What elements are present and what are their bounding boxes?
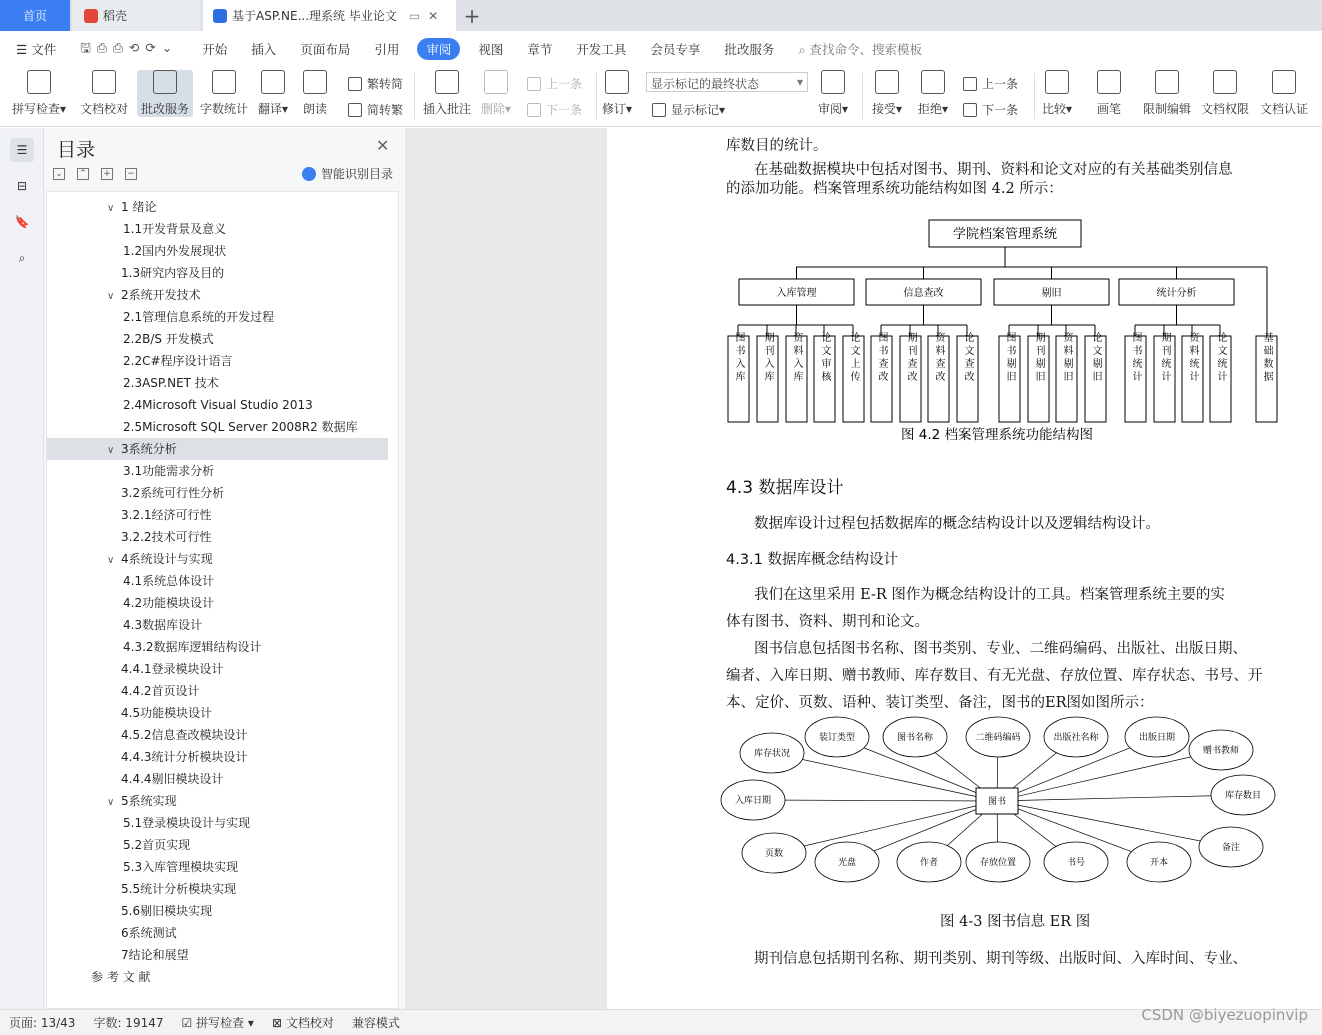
paragraph: 的添加功能。档案管理系统功能结构如图 4.2 所示： [726, 181, 1063, 197]
next-change-button[interactable]: 下一条 [963, 101, 1018, 118]
diagram-leaf-label: 资料统计 [1187, 332, 1198, 384]
toc-item[interactable] [121, 262, 224, 284]
daoke-icon [84, 9, 98, 23]
toc-list [46, 191, 399, 1009]
toc-item-label: 1 绪论 [121, 200, 157, 214]
doc-auth-button[interactable]: 文档认证 [1260, 70, 1308, 117]
toc-item-label: 6系统测试 [121, 926, 177, 940]
er-attribute-label: 二维码编码 [975, 733, 1021, 743]
translate-icon [261, 70, 285, 94]
pen-icon [1097, 70, 1121, 94]
toc-item[interactable] [107, 548, 213, 570]
er-attribute-label: 光盘 [837, 858, 857, 868]
diagram-leaf-label: 论文上传 [848, 332, 859, 384]
diagram-leaf-label: 期刊统计 [1159, 332, 1170, 384]
toc-item-label: 2.3ASP.NET 技术 [123, 376, 219, 390]
smart-toc-button[interactable]: 智能识别目录 [302, 165, 393, 182]
toc-item-label: 4.2功能模块设计 [123, 596, 215, 610]
er-attribute-label: 开本 [1149, 858, 1169, 868]
er-attribute-label: 库存数目 [1224, 791, 1262, 801]
word-count-button[interactable]: 字数统计 [200, 70, 248, 117]
toc-item[interactable] [123, 592, 214, 614]
diagram-leaf-label: 图书入库 [733, 332, 744, 384]
divider [414, 73, 415, 119]
er-attribute-label: 书号 [1066, 858, 1086, 868]
toc-item-label: 2系统开发技术 [121, 288, 201, 302]
spell-check-button[interactable]: 拼写检查▾ [12, 70, 66, 117]
toc-item[interactable] [121, 768, 224, 790]
read-aloud-icon [303, 70, 327, 94]
toc-item[interactable] [123, 570, 214, 592]
comment-icon [435, 70, 459, 94]
bookmark-icon[interactable]: 🔖 [14, 215, 30, 229]
tab-pin-icon[interactable]: ▭ [408, 8, 421, 23]
menu-start[interactable]: 开始 [202, 42, 228, 57]
accept-icon [875, 70, 899, 94]
toc-item-label: 5.5统计分析模块实现 [121, 882, 237, 896]
doc-permission-button[interactable]: 文档权限 [1201, 70, 1249, 117]
toc-item-label: 5.3入库管理模块实现 [123, 860, 239, 874]
menu-member[interactable]: 会员专享 [650, 42, 701, 57]
chevron-down-icon[interactable]: ∨ [107, 445, 115, 456]
menu-layout[interactable]: 页面布局 [300, 42, 351, 57]
add-heading-icon[interactable]: + [101, 168, 113, 180]
toc-item-label: 4.1系统总体设计 [123, 574, 215, 588]
menu-view[interactable]: 视图 [478, 42, 504, 57]
pen-button[interactable]: 画笔 [1097, 70, 1121, 117]
paragraph: 图书信息包括图书名称、图书类别、专业、二维码编码、出版社、出版日期、 [754, 641, 1247, 657]
document-page [607, 128, 1322, 1009]
diagram-leaf-label: 图书剔旧 [1004, 332, 1015, 384]
toc-item-label: 2.2B/S 开发模式 [123, 332, 214, 346]
toc-item[interactable] [121, 702, 212, 724]
function-structure-diagram [607, 213, 1322, 443]
trad-icon [348, 77, 362, 91]
menu-bar [0, 31, 1322, 67]
toc-item-label: 2.1管理信息系统的开发过程 [123, 310, 275, 324]
prev-change-icon [963, 77, 977, 91]
watermark: CSDN @biyezuopinvip [1141, 1006, 1308, 1024]
diagram-group-label: 统计分析 [1156, 288, 1197, 299]
new-tab-icon[interactable]: + [463, 3, 481, 28]
toc-item-label: 4.5.2信息查改模块设计 [121, 728, 248, 742]
paragraph: 库数目的统计。 [726, 138, 828, 154]
markup-state-select[interactable]: 显示标记的最终状态 ▾ [646, 72, 808, 92]
toc-title: 目录 [57, 139, 96, 161]
permission-icon [1213, 70, 1237, 94]
toc-item[interactable] [121, 526, 212, 548]
side-toolbar [0, 128, 44, 1009]
toc-item[interactable] [121, 658, 224, 680]
show-markup-icon [652, 103, 666, 117]
toc-panel-icon[interactable]: ☰ [10, 138, 34, 162]
diagram-leaf-label: 论文统计 [1215, 332, 1226, 384]
diagram-leaf-label: 资料入库 [791, 332, 802, 384]
read-aloud-button[interactable]: 朗读 [303, 70, 327, 117]
diagram-leaf-label: 资料查改 [933, 332, 944, 384]
er-attribute-label: 入库日期 [734, 796, 772, 806]
diagram-group-label: 剔旧 [1041, 288, 1062, 299]
toc-item[interactable] [123, 460, 214, 482]
toc-item[interactable] [121, 482, 224, 504]
word-count-icon [212, 70, 236, 94]
toc-item-label: 2.2C#程序设计语言 [123, 354, 233, 368]
toc-item[interactable] [123, 834, 190, 856]
certificate-icon [1272, 70, 1296, 94]
word-count[interactable]: 字数: 19147 [93, 1016, 164, 1030]
toc-item[interactable] [123, 812, 250, 834]
er-attribute-label: 赠书教师 [1202, 746, 1240, 756]
compare-icon [1045, 70, 1069, 94]
toc-panel [44, 128, 405, 1009]
toc-item-label: 4.5功能模块设计 [121, 706, 213, 720]
checkbox-icon: ☑ [181, 1016, 193, 1030]
search-box[interactable]: ⌕ 查找命令、搜索模板 [798, 42, 922, 57]
section-heading: 4.3 数据库设计 [726, 478, 844, 498]
proofread-status[interactable]: ⊠ 文档校对 [271, 1016, 334, 1030]
figure-caption: 图 4-3 图书信息 ER 图 [940, 914, 1091, 930]
divider [862, 73, 863, 119]
paragraph: 本、定价、页数、语种、装订类型、备注，图书的ER图如图所示： [726, 695, 1154, 711]
menu-reference[interactable]: 引用 [374, 42, 400, 57]
diagram-leaf-label: 基础数据 [1261, 332, 1272, 384]
toc-item[interactable] [121, 504, 212, 526]
toc-item-label: 5.1登录模块设计与实现 [123, 816, 251, 830]
toc-item[interactable] [123, 218, 226, 240]
status-bar [0, 1009, 1322, 1035]
toc-item[interactable] [107, 196, 156, 218]
simp-icon [348, 103, 362, 117]
er-attribute-label: 出版社名称 [1053, 733, 1099, 743]
toc-item[interactable] [121, 922, 177, 944]
toc-item-label: 4.4.4剔旧模块设计 [121, 772, 224, 786]
toc-item[interactable] [123, 372, 219, 394]
compare-button[interactable]: 比较▾ [1042, 70, 1072, 117]
toc-item-label: 3系统分析 [121, 442, 177, 456]
divider [596, 73, 597, 119]
diagram-leaf-label: 论文剔旧 [1090, 332, 1101, 384]
toc-item[interactable] [123, 350, 233, 372]
er-connector [774, 801, 997, 853]
subsection-heading: 4.3.1 数据库概念结构设计 [726, 552, 899, 568]
toc-item-label: 参 考 文 献 [91, 970, 151, 984]
divider [1034, 73, 1035, 119]
show-markup-button[interactable]: 显示标记 ▾ [652, 101, 725, 118]
chevron-down-icon[interactable]: ∨ [107, 555, 115, 566]
diagram-group-label: 信息查改 [903, 288, 944, 299]
document-area [405, 128, 1322, 1009]
figure-caption: 图 4.2 档案管理系统功能结构图 [900, 427, 1094, 443]
er-attribute-label: 库存状况 [753, 749, 791, 759]
toc-item-label: 3.2.1经济可行性 [121, 508, 212, 522]
correct-service-button[interactable]: 批改服务 [137, 70, 193, 117]
toc-item-label: 5.2首页实现 [123, 838, 191, 852]
proofread-status-icon: ⊠ [271, 1016, 283, 1030]
review-pane-icon [821, 70, 845, 94]
toc-item[interactable] [121, 746, 248, 768]
prev-change-button[interactable]: 上一条 [963, 75, 1018, 92]
toc-item-label: 2.4Microsoft Visual Studio 2013 [123, 398, 313, 412]
toc-item[interactable] [123, 328, 214, 350]
tab-daoke[interactable] [72, 0, 200, 31]
toc-item[interactable] [123, 306, 274, 328]
toc-item[interactable] [121, 900, 212, 922]
diagram-leaf-label: 论文审核 [819, 332, 830, 384]
toc-item[interactable] [91, 966, 150, 988]
trad-to-simp-button[interactable]: 繁转简 [348, 75, 403, 92]
er-attribute-label: 图书名称 [896, 733, 934, 743]
er-attribute-label: 作者 [919, 858, 939, 868]
menu-insert[interactable]: 插入 [251, 42, 277, 57]
toc-item[interactable] [121, 680, 200, 702]
toc-item[interactable] [123, 856, 238, 878]
toc-item-label: 3.2系统可行性分析 [121, 486, 225, 500]
toc-item[interactable] [121, 944, 189, 966]
simp-to-trad-button[interactable]: 简转繁 [348, 101, 403, 118]
er-attribute-label: 出版日期 [1138, 733, 1176, 743]
proofread-button[interactable]: 文档校对 [80, 70, 128, 117]
insert-comment-button[interactable]: 插入批注 [423, 70, 471, 117]
paragraph: 数据库设计过程包括数据库的概念结构设计以及逻辑结构设计。 [754, 516, 1160, 532]
diagram-leaf-label: 资料剔旧 [1061, 332, 1072, 384]
spell-check-toggle[interactable]: ☑ 拼写检查 ▾ [181, 1016, 254, 1030]
tab-daoke-label: 稻壳 [103, 9, 128, 23]
paragraph: 我们在这里采用 E-R 图作为概念结构设计的工具。档案管理系统主要的实 [754, 587, 1225, 603]
next-change-icon [963, 103, 977, 117]
reject-button[interactable]: 拒绝▾ [918, 70, 948, 117]
next-icon [527, 103, 541, 117]
prev-comment-button[interactable]: 上一条 [527, 75, 582, 92]
page-indicator[interactable]: 页面: 13/43 [9, 1016, 76, 1030]
menu-correct[interactable]: 批改服务 [724, 42, 775, 57]
correct-icon [153, 70, 177, 94]
restrict-edit-button[interactable]: 限制编辑 [1143, 70, 1191, 117]
toc-item[interactable] [47, 438, 388, 460]
diagram-group-label: 入库管理 [776, 288, 817, 299]
toc-item-label: 4.4.1登录模块设计 [121, 662, 224, 676]
toc-item-label: 7结论和展望 [121, 948, 189, 962]
toc-item[interactable] [123, 614, 202, 636]
menu-chapter[interactable]: 章节 [527, 42, 553, 57]
toc-item[interactable] [123, 394, 313, 416]
tab-document[interactable] [203, 0, 456, 31]
er-diagram [607, 713, 1322, 913]
remove-heading-icon[interactable]: − [125, 168, 137, 180]
review-pane-button[interactable]: 审阅▾ [818, 70, 848, 117]
proofread-icon [92, 70, 116, 94]
menu-file[interactable]: ☰ 文件 [16, 42, 57, 57]
search-icon: ⌕ [798, 42, 806, 57]
diagram-leaf-label: 期刊入库 [762, 332, 773, 384]
paragraph: 在基础数据模块中包括对图书、期刊、资料和论文对应的有关基础类别信息 [754, 162, 1233, 178]
toc-item-label: 4系统设计与实现 [121, 552, 213, 566]
toc-item[interactable] [107, 284, 201, 306]
toc-item-label: 3.2.2技术可行性 [121, 530, 212, 544]
er-connector [753, 800, 997, 801]
diagram-leaf-label: 论文查改 [962, 332, 973, 384]
toc-item-label: 5.6剔旧模块实现 [121, 904, 213, 918]
er-connector [997, 795, 1243, 801]
close-icon[interactable]: ✕ [376, 136, 390, 155]
toc-item[interactable] [123, 240, 226, 262]
toc-item-label: 1.1开发背景及意义 [123, 222, 227, 236]
toc-item-label: 2.5Microsoft SQL Server 2008R2 数据库 [123, 420, 358, 434]
er-attribute-label: 备注 [1221, 843, 1241, 853]
tab-doc-label: 基于ASP.NE...理系统 毕业论文 [232, 9, 397, 23]
er-attribute-label: 存放位置 [979, 858, 1017, 868]
er-connector [772, 753, 997, 801]
toc-item-label: 4.4.3统计分析模块设计 [121, 750, 248, 764]
accept-button[interactable]: 接受▾ [872, 70, 902, 117]
diagram-leaf-label: 期刊查改 [905, 332, 916, 384]
collapse-all-icon[interactable]: ⌄ [53, 168, 65, 180]
toc-item-label: 4.4.2首页设计 [121, 684, 200, 698]
expand-up-icon[interactable]: ⌃ [77, 168, 89, 180]
lock-icon [1155, 70, 1179, 94]
spell-check-icon [27, 70, 51, 94]
toc-item[interactable] [121, 878, 236, 900]
toc-item-label: 4.3数据库设计 [123, 618, 203, 632]
toc-item-label: 1.3研究内容及目的 [121, 266, 225, 280]
chevron-down-icon[interactable]: ∨ [107, 291, 115, 302]
diagram-leaf-label: 期刊剔旧 [1033, 332, 1044, 384]
navigation-icon[interactable]: ⊟ [16, 179, 28, 193]
reject-icon [921, 70, 945, 94]
toc-item[interactable] [107, 790, 177, 812]
translate-button[interactable]: 翻译▾ [258, 70, 288, 117]
word-doc-icon [213, 9, 227, 23]
chevron-down-icon[interactable]: ∨ [107, 203, 115, 214]
next-comment-button[interactable]: 下一条 [527, 101, 582, 118]
delete-comment-button[interactable]: 删除▾ [481, 70, 511, 117]
er-connector [997, 801, 1231, 847]
toc-item-label: 3.1功能需求分析 [123, 464, 215, 478]
prev-icon [527, 77, 541, 91]
diagram-leaf-label: 图书统计 [1130, 332, 1141, 384]
smart-toc-icon [302, 167, 316, 181]
menu-review[interactable]: 审阅 [417, 38, 460, 60]
er-connector [997, 750, 1221, 801]
menu-devtools[interactable]: 开发工具 [576, 42, 627, 57]
toc-item[interactable] [121, 724, 248, 746]
track-changes-icon [605, 70, 629, 94]
search-icon[interactable]: ⌕ [18, 250, 26, 265]
er-attribute-label: 装订类型 [818, 733, 856, 743]
chevron-down-icon[interactable]: ∨ [107, 797, 115, 808]
tab-bar [0, 0, 1322, 31]
toc-item-label: 4.3.2数据库逻辑结构设计 [123, 640, 262, 654]
diagram-leaf-label: 图书查改 [876, 332, 887, 384]
toc-item-label: 5系统实现 [121, 794, 177, 808]
toc-item[interactable] [123, 636, 262, 658]
tab-home[interactable]: 首页 [0, 0, 70, 31]
paragraph: 编者、入库日期、赠书教师、库存数目、有无光盘、存放位置、库存状态、书号、开 [726, 668, 1263, 684]
toc-item-label: 1.2国内外发展现状 [123, 244, 227, 258]
er-attribute-label: 页数 [764, 849, 784, 859]
er-entity-label: 图书 [987, 797, 1007, 807]
toc-item[interactable] [123, 416, 358, 438]
paragraph: 体有图书、资料、期刊和论文。 [726, 614, 929, 630]
track-changes-button[interactable]: 修订▾ [602, 70, 632, 117]
tab-close-icon[interactable]: ✕ [428, 8, 439, 23]
diagram-root-label: 学院档案管理系统 [952, 227, 1058, 242]
compat-mode: 兼容模式 [351, 1016, 400, 1030]
ribbon-toolbar [0, 67, 1322, 127]
delete-comment-icon [484, 70, 508, 94]
paragraph: 期刊信息包括期刊名称、期刊类别、期刊等级、出版时间、入库时间、专业、 [754, 951, 1247, 967]
quick-access-icons[interactable]: 🖫⎙⎙⟲⟳⌄ [80, 39, 179, 55]
chevron-down-icon: ▾ [796, 75, 803, 89]
